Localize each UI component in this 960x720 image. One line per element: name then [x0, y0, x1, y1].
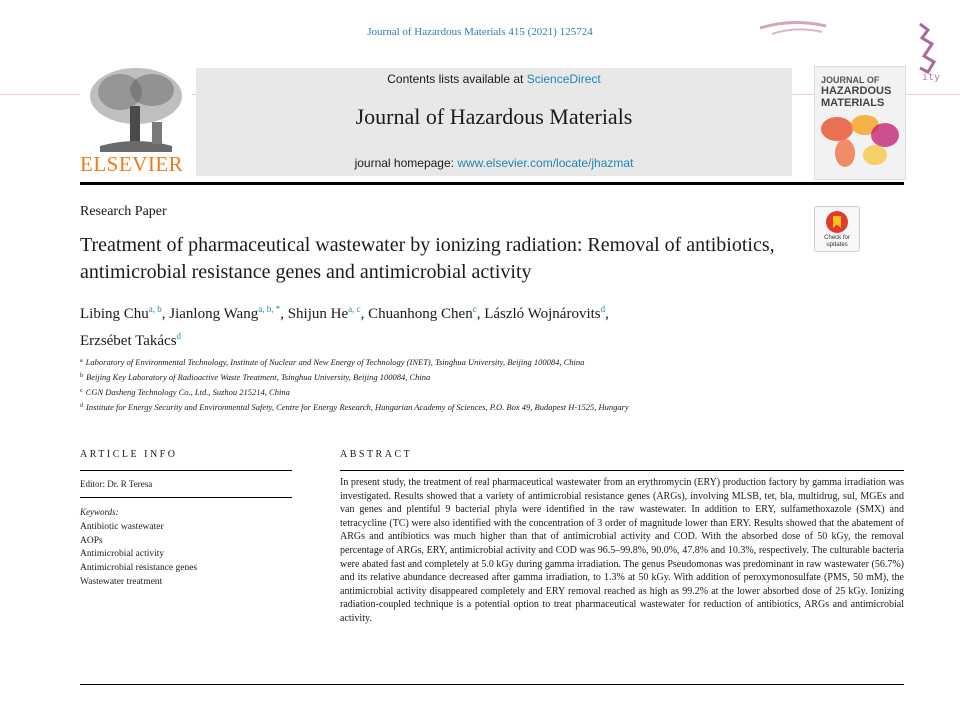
affiliation-item: [80, 369, 900, 384]
journal-title: Journal of Hazardous Materials: [355, 104, 633, 129]
contents-available-line: [196, 72, 792, 86]
journal-banner: [196, 68, 792, 176]
keywords-label: Keywords:: [80, 507, 119, 517]
homepage-link[interactable]: www.elsevier.com/locate/jhazmat: [457, 156, 634, 170]
author-affiliation-marks[interactable]: c: [472, 304, 477, 314]
author-affiliation-marks[interactable]: d: [176, 331, 182, 341]
keyword-list: [80, 521, 197, 590]
affiliation-mark: c: [80, 388, 83, 394]
author-name[interactable]: Erzsébet Takács: [80, 333, 177, 349]
homepage-prefix: journal homepage:: [354, 156, 454, 170]
affiliation-item: [80, 354, 900, 369]
author-affiliation-marks[interactable]: d: [600, 304, 606, 314]
affiliation-mark: b: [80, 373, 83, 379]
affiliation-text: Beijing Key Laboratory of Radioactive Waste Treatment, Tsinghua University, Beijing 100084, China: [86, 372, 431, 382]
cover-title-line1: JOURNAL OF: [821, 75, 880, 85]
author-affiliation-marks[interactable]: a, b: [148, 304, 162, 314]
author-affiliation-marks[interactable]: a, c: [348, 304, 361, 314]
keyword-item: Antimicrobial activity: [80, 549, 165, 560]
affiliation-mark: a: [80, 358, 83, 364]
cover-world-map-graphic: [815, 107, 905, 179]
affiliation-text: CGN Dasheng Technology Co., Ltd., Suzhou 215214, China: [85, 387, 290, 397]
author-name[interactable]: Jianlong Wang: [169, 306, 259, 322]
check-updates-label: Check for updates: [824, 235, 850, 248]
journal-homepage-line: [196, 156, 792, 170]
sciencedirect-link[interactable]: ScienceDirect: [526, 72, 601, 86]
elsevier-wordmark: ELSEVIER: [80, 152, 184, 176]
affiliation-item: [80, 384, 900, 399]
paper-title: Treatment of pharmaceutical wastewater by ionizing radiation: Removal of antibiotics, antimicrobial resistance genes and antimicrobial activity: [80, 234, 775, 283]
keyword-item: Antibiotic wastewater: [80, 522, 164, 532]
article-type: Research Paper: [80, 204, 167, 219]
svg-text:ity: ity: [922, 72, 941, 83]
keyword-item: AOPs: [80, 535, 103, 546]
contents-prefix: Contents lists available at: [387, 72, 524, 86]
author-separator: ,: [605, 306, 609, 322]
author-name[interactable]: Chuanhong Chen: [368, 306, 473, 322]
author-separator: ,: [360, 306, 369, 322]
author-separator: ,: [161, 306, 170, 322]
journal-header: [80, 66, 904, 186]
article-info-heading: ARTICLE INFO: [80, 449, 178, 460]
editor-line: Editor: Dr. R Teresa: [80, 479, 153, 489]
keyword-item: Antimicrobial resistance genes: [80, 563, 198, 574]
author-name[interactable]: László Wojnárovits: [484, 306, 601, 322]
author-name[interactable]: Shijun He: [287, 306, 349, 322]
author-separator: ,: [476, 306, 485, 322]
article-info-divider: [80, 470, 292, 471]
keywords-divider: [80, 497, 292, 498]
journal-citation[interactable]: Journal of Hazardous Materials 415 (2021) 125724: [367, 26, 593, 38]
bottom-divider: [80, 684, 904, 685]
abstract-body: In present study, the treatment of real pharmaceutical wastewater from an erythromycin (ERY) production factory by gamma irradiation was investigated. Results showed that a variety of antimicrobial resistance genes (ARGs), involving MLSB, tet, bla, multidrug, sul, MGEs and van genes and plentiful 9 bacterial phyla were identified in the raw wastewater. In addition to ERY, sulfamethoxazole (SMX) and tetracycline (TC) were also identified with the concentration of 3 order of magnitude lower than ERY. Results showed that the abatement of ARGs and antibiotics was much higher than that of antimicrobial activity and COD. With the absorbed dose of 50 kGy, the removal percentage of ARGs, ERY, antimicrobial activity and COD was 96.5–99.8%, 90.0%, 47.8% and 10.3%, respectively. The culturable bacteria were abated fast and completely at 5.0 kGy during gamma irradiation. The genus Pseudomonas was predominant in raw wastewater (56.7%) and its relative abundance decreased after gamma irradiation, to 1.3% at 50 kGy. With addition of peroxymonosulfate (PMS, 50 mM), the antimicrobial activity disappeared completely and ERY removal reached as high as 99.2% at the lower absorbed dose of 25 kGy. Ionizing radiation-coupled technique is a potential option to treat pharmaceutical wastewater for reduction of antibiotics, ARGs and antimicrobial activity.: [340, 477, 904, 624]
affiliation-mark: d: [80, 403, 83, 409]
author-list: [80, 298, 840, 352]
bookmark-icon: [825, 210, 849, 234]
affiliation-item: [80, 399, 900, 414]
header-divider: [80, 182, 904, 185]
author-separator: ,: [280, 306, 288, 322]
keyword-item: Wastewater treatment: [80, 576, 163, 587]
affiliation-text: Laboratory of Environmental Technology, Institute of Nuclear and New Energy of Technology (INET), Tsinghua University, Beijing 100084, China: [85, 357, 585, 367]
cover-title-line2: HAZARDOUS MATERIALS: [821, 85, 892, 109]
check-for-updates-button[interactable]: [814, 206, 860, 252]
affiliation-text: Institute for Energy Security and Environmental Safety, Centre for Energy Research, Hungarian Academy of Sciences, P.O. Box 49, Budapest H-1525, Hungary: [86, 402, 629, 412]
author-name[interactable]: Libing Chu: [80, 306, 149, 322]
abstract-divider: [340, 470, 904, 471]
journal-cover-thumbnail[interactable]: [814, 66, 906, 180]
abstract-heading: ABSTRACT: [340, 449, 413, 460]
affiliation-list: [80, 354, 900, 414]
author-affiliation-marks[interactable]: a, b, *: [258, 304, 281, 314]
